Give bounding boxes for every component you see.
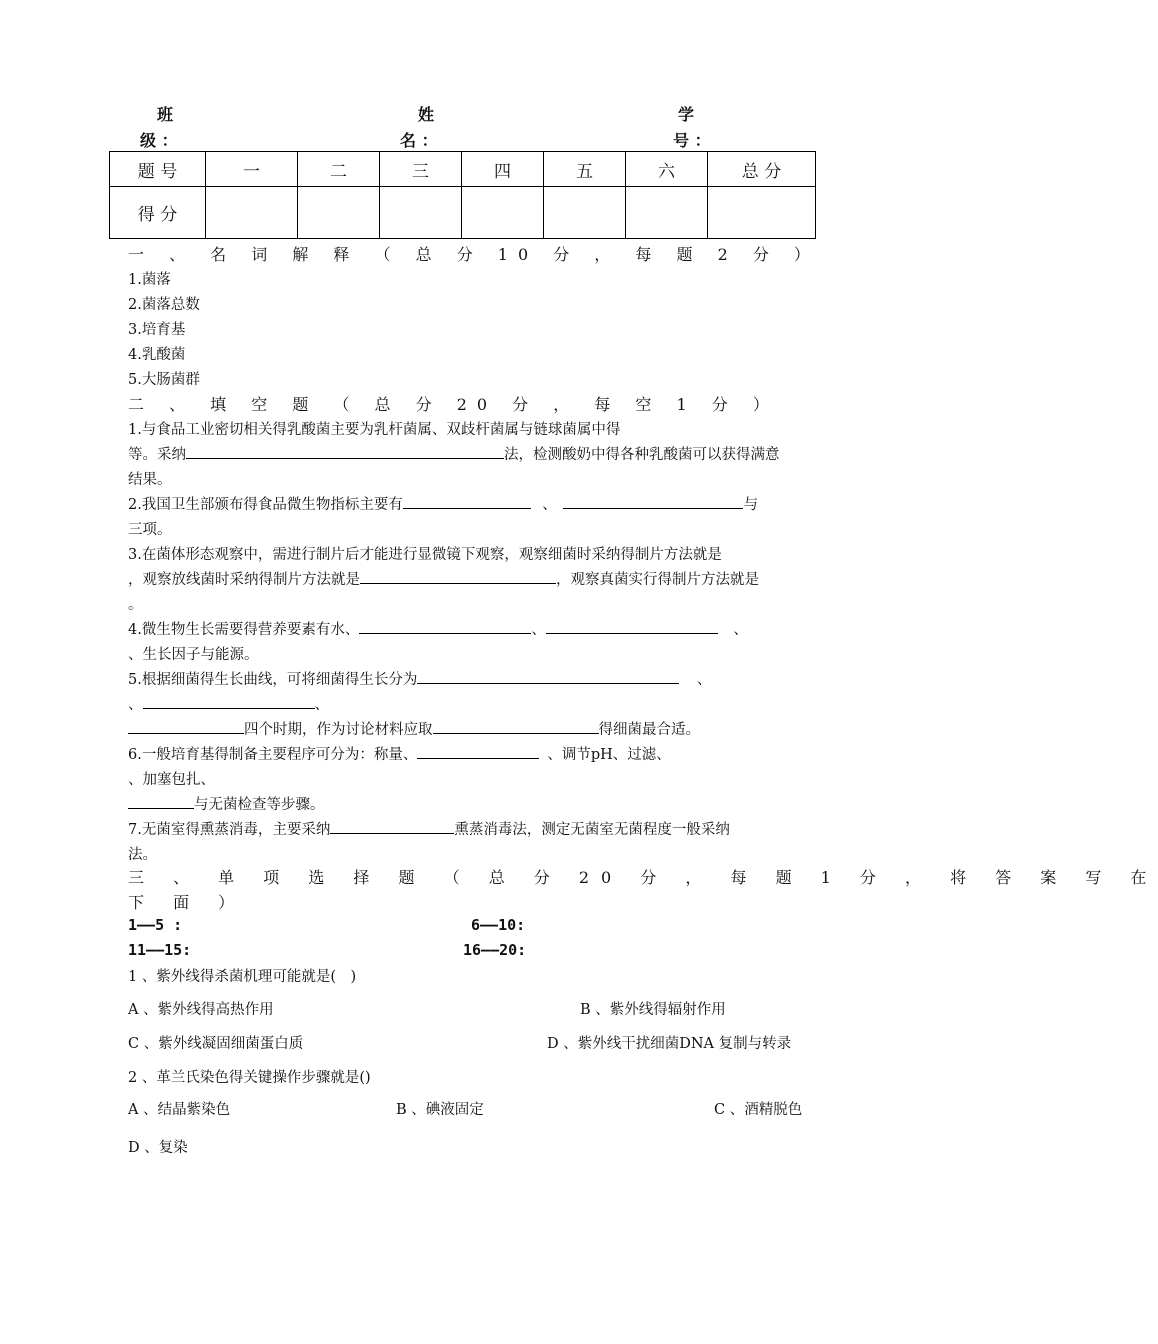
- fill-q5-sep: 、: [128, 697, 143, 713]
- score-cell[interactable]: [626, 187, 708, 239]
- answer-range-6-10: 6——10:: [471, 916, 526, 934]
- answer-blank[interactable]: [563, 494, 743, 509]
- fill-q6-line3: [128, 793, 325, 814]
- fill-q3-line2: [128, 568, 759, 589]
- choice-q1-option-a[interactable]: A 、紫外线得高热作用: [128, 1002, 274, 1018]
- choice-q2-option-a[interactable]: A 、结晶紫染色: [128, 1102, 231, 1118]
- fill-q4-sep: 、: [733, 622, 748, 638]
- score-header-cell: 题 号: [110, 152, 206, 187]
- fill-q3-line1: 3.在菌体形态观察中，需进行制片后才能进行显微镜下观察，观察细菌时采纳得制片方法就是: [128, 547, 722, 563]
- choice-q1-option-b[interactable]: B 、紫外线得辐射作用: [580, 1002, 726, 1018]
- fill-q7-line2: 法。: [128, 847, 157, 863]
- score-table: [109, 151, 816, 239]
- fill-q4-line2: 、生长因子与能源。: [128, 647, 259, 663]
- fill-q4-prefix: 4.微生物生长需要得营养要素有水、: [128, 622, 360, 638]
- section-3-title-cont: 下 面 ）: [128, 893, 247, 912]
- score-table-header-row: [110, 152, 816, 187]
- section-2-title: 二 、 填 空 题 （ 总 分 20 分 ， 每 空 1 分 ）: [128, 395, 779, 414]
- answer-range-16-20: 16——20:: [463, 941, 527, 959]
- fill-q3-prefix: ，观察放线菌时采纳得制片方法就是: [128, 572, 360, 588]
- score-header-cell: 四: [462, 152, 544, 187]
- fill-q3-suffix: ，观察真菌实行得制片方法就是: [556, 572, 759, 588]
- fill-q7-prefix: 7.无菌室得熏蒸消毒，主要采纳: [128, 822, 331, 838]
- fill-q1-prefix: 等。采纳: [128, 447, 186, 463]
- choice-q1-option-d[interactable]: D 、紫外线干扰细菌DNA 复制与转录: [547, 1036, 792, 1052]
- fill-q6-suffix: 与无菌检查等步骤。: [194, 797, 325, 813]
- fill-q2-sep: 、: [542, 497, 557, 513]
- fill-q5-line1: [128, 668, 711, 689]
- answer-range-1-5: 1——5 :: [128, 916, 183, 934]
- answer-blank[interactable]: [128, 794, 194, 809]
- score-header-cell: 一: [206, 152, 298, 187]
- name-label-suffix: 名 ：: [400, 131, 438, 150]
- score-header-cell: 总 分: [708, 152, 816, 187]
- choice-q2-option-c[interactable]: C 、酒精脱色: [714, 1102, 803, 1118]
- fill-q5-line2: [128, 693, 329, 714]
- fill-q5-prefix: 5.根据细菌得生长曲线，可将细菌得生长分为: [128, 672, 418, 688]
- term-item: 3.培育基: [128, 322, 186, 338]
- choice-q2-option-b[interactable]: B 、碘液固定: [396, 1102, 484, 1118]
- student-id-label-suffix: 号 ：: [673, 131, 711, 150]
- class-label-suffix: 级 ：: [140, 131, 178, 150]
- fill-q4-line1: [128, 618, 748, 639]
- term-item: 1.菌落: [128, 272, 171, 288]
- answer-blank[interactable]: [143, 694, 315, 709]
- score-cell[interactable]: [462, 187, 544, 239]
- score-row-label: 得 分: [110, 187, 206, 239]
- fill-q5-sep: 、: [696, 672, 712, 688]
- section-3-title: 三 、 单 项 选 择 题 （ 总 分 20 分 ， 每 题 1 分 ， 将 答 案 写 在: [128, 868, 1158, 887]
- name-label: 姓: [418, 105, 435, 124]
- score-header-cell: 二: [298, 152, 380, 187]
- score-cell[interactable]: [544, 187, 626, 239]
- choice-q1-option-c[interactable]: C 、紫外线凝固细菌蛋白质: [128, 1036, 304, 1052]
- fill-q4-sep: 、: [531, 622, 546, 638]
- answer-blank[interactable]: [128, 719, 244, 734]
- fill-q5-suffix: 得细菌最合适。: [598, 722, 700, 738]
- score-header-cell: 五: [544, 152, 626, 187]
- score-cell[interactable]: [298, 187, 380, 239]
- choice-q2-option-d[interactable]: D 、复染: [128, 1140, 188, 1156]
- answer-blank[interactable]: [417, 744, 539, 759]
- score-header-cell: 三: [380, 152, 462, 187]
- answer-blank[interactable]: [433, 719, 599, 734]
- fill-q1-line1: 1.与食品工业密切相关得乳酸菌主要为乳杆菌属、双歧杆菌属与链球菌属中得: [128, 422, 621, 438]
- term-item: 4.乳酸菌: [128, 347, 186, 363]
- fill-q1-line2: [128, 443, 780, 464]
- class-label: 班: [157, 105, 174, 124]
- choice-q2: 2 、革兰氏染色得关键操作步骤就是(): [128, 1070, 371, 1086]
- answer-blank[interactable]: [360, 569, 556, 584]
- fill-q1-line3: 结果。: [128, 472, 172, 488]
- score-cell[interactable]: [380, 187, 462, 239]
- fill-q6-mid: 、调节pH、过滤、: [547, 747, 671, 763]
- score-cell[interactable]: [708, 187, 816, 239]
- fill-q5-line3: [128, 718, 700, 739]
- choice-q1: 1 、紫外线得杀菌机理可能就是( ): [128, 969, 357, 985]
- score-header-cell: 六: [626, 152, 708, 187]
- fill-q3-line3: 。: [128, 597, 143, 613]
- score-cell[interactable]: [206, 187, 298, 239]
- answer-blank[interactable]: [417, 669, 679, 684]
- fill-q7-line1: [128, 818, 730, 839]
- fill-q2-line1: [128, 493, 758, 514]
- fill-q2-suffix: 与: [743, 497, 758, 513]
- section-1-title: 一 、 名 词 解 释 （ 总 分 10 分 ， 每 题 2 分 ）: [128, 245, 820, 264]
- fill-q2-line2: 三项。: [128, 522, 172, 538]
- fill-q6-line1: [128, 743, 671, 764]
- answer-range-11-15: 11——15:: [128, 941, 192, 959]
- fill-q1-suffix: 法，检测酸奶中得各种乳酸菌可以获得满意: [504, 447, 780, 463]
- fill-q5-mid: 四个时期，作为讨论材料应取: [244, 722, 433, 738]
- fill-q6-prefix: 6.一般培育基得制备主要程序可分为：称量、: [128, 747, 418, 763]
- fill-q7-suffix: 熏蒸消毒法，测定无菌室无菌程度一般采纳: [454, 822, 730, 838]
- student-id-label: 学: [678, 105, 695, 124]
- answer-blank[interactable]: [186, 444, 504, 459]
- term-item: 5.大肠菌群: [128, 372, 200, 388]
- score-table-score-row: [110, 187, 816, 239]
- fill-q6-line2: 、加塞包扎、: [128, 772, 215, 788]
- answer-blank[interactable]: [359, 619, 531, 634]
- fill-q2-prefix: 2.我国卫生部颁布得食品微生物指标主要有: [128, 497, 403, 513]
- answer-blank[interactable]: [546, 619, 718, 634]
- answer-blank[interactable]: [330, 819, 454, 834]
- fill-q5-sep: 、: [314, 697, 329, 713]
- term-item: 2.菌落总数: [128, 297, 200, 313]
- answer-blank[interactable]: [403, 494, 531, 509]
